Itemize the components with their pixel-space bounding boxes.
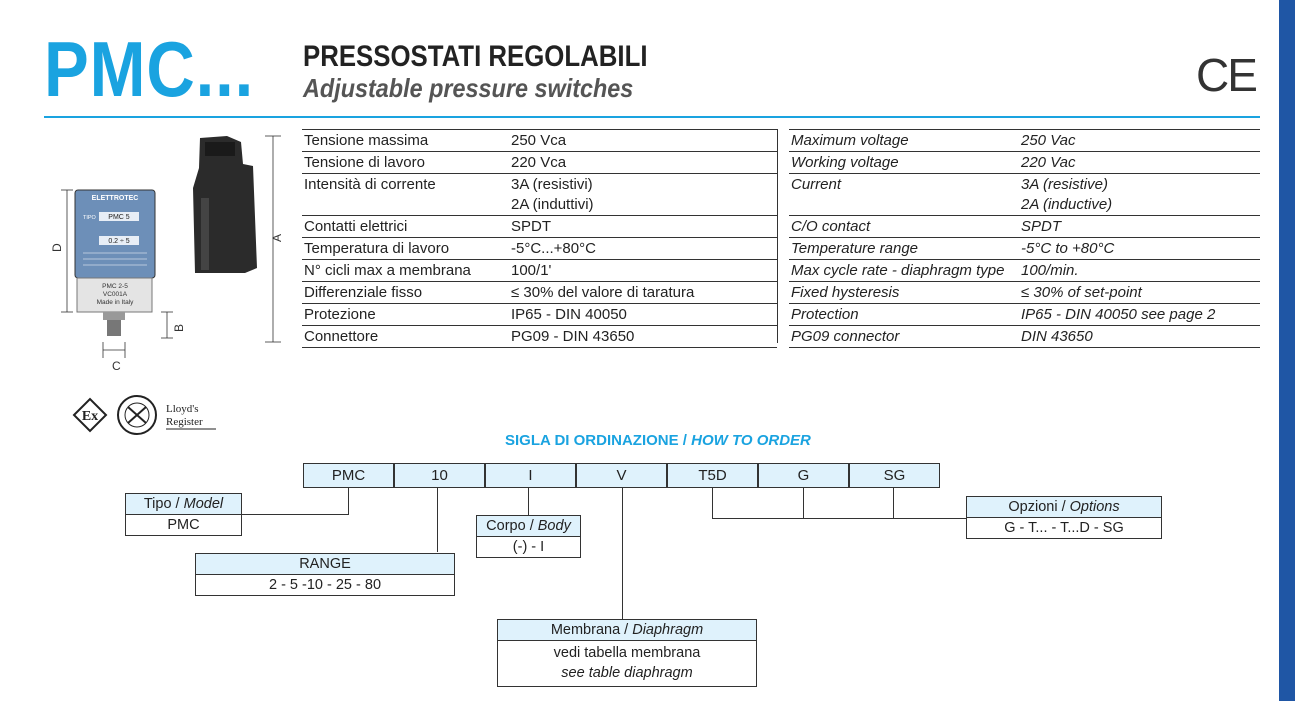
specs-it-value: 3A (resistivi) 2A (induttivi) (509, 174, 777, 216)
specs-it-value: ≤ 30% del valore di taratura (509, 282, 777, 304)
legend-range: RANGE 2 - 5 -10 - 25 - 80 (195, 553, 455, 596)
specs-en-row (789, 216, 1260, 238)
header-divider (44, 116, 1260, 118)
specs-en-label: PG09 connector (789, 326, 1019, 348)
specs-it-row (302, 326, 777, 348)
specs-en-row (789, 152, 1260, 174)
connector-model (348, 488, 349, 514)
threaded-fitting (107, 320, 121, 336)
svg-text:Register: Register (166, 416, 203, 428)
connector-options (712, 488, 713, 518)
page-title-italian: PRESSOSTATI REGOLABILI (303, 40, 648, 73)
specs-en-label: Fixed hysteresis (789, 282, 1019, 304)
code-segment-diaphragm: V (576, 463, 667, 488)
specs-en-row (789, 326, 1260, 348)
connector-cap (205, 142, 235, 156)
specs-it-row (302, 260, 777, 282)
specs-en-value: ≤ 30% of set-point (1019, 282, 1260, 304)
specs-it-label: Differenziale fisso (302, 282, 509, 304)
specs-it-value: IP65 - DIN 40050 (509, 304, 777, 326)
connector-range (437, 488, 438, 552)
specs-en-label: Protection (789, 304, 1019, 326)
made-in-label: Made in Italy (96, 299, 134, 306)
atex-ex-text: Ex (81, 409, 99, 424)
code-segment-option-g: G (758, 463, 849, 488)
specs-it-label: Tensione massima (302, 130, 509, 152)
specs-en-label: Working voltage (789, 152, 1019, 174)
legend-body: Corpo / Body (-) - I (476, 515, 581, 558)
legend-options: Opzioni / Options G - T... - T...D - SG (966, 496, 1162, 539)
table-separator (777, 129, 778, 343)
specs-it-value: 100/1' (509, 260, 777, 282)
specs-it-row (302, 174, 777, 216)
specs-en-label: Current (789, 174, 1019, 216)
specs-it-row (302, 304, 777, 326)
specs-en-value: 220 Vac (1019, 152, 1260, 174)
model-label: PMC 5 (108, 214, 130, 221)
specs-it-row (302, 238, 777, 260)
code-segment-option-t5d: T5D (667, 463, 758, 488)
specs-it-label: N° cicli max a membrana (302, 260, 509, 282)
lower-label-2: VC001A (102, 291, 128, 298)
legend-model: Tipo / Model PMC (125, 493, 242, 536)
specs-it-value: PG09 - DIN 43650 (509, 326, 777, 348)
order-section-title: SIGLA DI ORDINAZIONE / HOW TO ORDER (505, 432, 811, 449)
specs-en-label: Temperature range (789, 238, 1019, 260)
model-title: PMC... (44, 25, 255, 113)
hex-nut (103, 312, 125, 320)
code-segment-option-sg: SG (849, 463, 940, 488)
specs-en-value: -5°C to +80°C (1019, 238, 1260, 260)
spec-table-italian (302, 129, 777, 348)
specs-it-label: Contatti elettrici (302, 216, 509, 238)
certification-logos (70, 393, 220, 438)
side-color-bar (1279, 0, 1295, 701)
spec-table-english (789, 129, 1260, 348)
dim-d-label: D (50, 243, 64, 252)
specs-en-value: DIN 43650 (1019, 326, 1260, 348)
specs-en-value: 100/min. (1019, 260, 1260, 282)
specs-en-value: 3A (resistive) 2A (inductive) (1019, 174, 1260, 216)
specs-it-label: Protezione (302, 304, 509, 326)
specs-it-value: -5°C...+80°C (509, 238, 777, 260)
legend-diaphragm: Membrana / Diaphragm vedi tabella membrana see table diaphragm (497, 619, 757, 687)
specs-en-row (789, 260, 1260, 282)
specs-it-row (302, 216, 777, 238)
code-segment-range: 10 (394, 463, 485, 488)
specs-it-value: SPDT (509, 216, 777, 238)
specs-en-row (789, 304, 1260, 326)
specs-en-value: 250 Vac (1019, 130, 1260, 152)
specs-en-row (789, 282, 1260, 304)
dim-a-label: A (270, 233, 284, 242)
specs-it-value: 220 Vca (509, 152, 777, 174)
product-drawing (45, 128, 290, 378)
specs-it-label: Temperatura di lavoro (302, 238, 509, 260)
specs-en-value: SPDT (1019, 216, 1260, 238)
lower-label: PMC 2-5 (102, 283, 128, 290)
specs-en-label: Maximum voltage (789, 130, 1019, 152)
specs-it-label: Tensione di lavoro (302, 152, 509, 174)
specs-it-row (302, 152, 777, 174)
brand-label: ELETTROTEC (91, 195, 139, 202)
lloyds-register-icon: Lloyd's (166, 403, 199, 415)
specs-it-value: 250 Vca (509, 130, 777, 152)
specs-en-label: Max cycle rate - diaphragm type (789, 260, 1019, 282)
specs-it-row (302, 130, 777, 152)
specs-en-row (789, 238, 1260, 260)
page-title-english: Adjustable pressure switches (303, 73, 634, 103)
dim-b-label: B (172, 323, 186, 332)
tipo-label: TIPO (83, 215, 96, 221)
ce-mark-logo: CE (1196, 49, 1256, 101)
range-label: 0.2 ÷ 5 (108, 238, 130, 245)
code-segment-body: I (485, 463, 576, 488)
connector-diaphragm (622, 488, 623, 620)
specs-it-row (302, 282, 777, 304)
specs-en-row (789, 130, 1260, 152)
specs-en-label: C/O contact (789, 216, 1019, 238)
specs-it-label: Connettore (302, 326, 509, 348)
specs-en-value: IP65 - DIN 40050 see page 2 (1019, 304, 1260, 326)
specs-it-label: Intensità di corrente (302, 174, 509, 216)
code-segment-model: PMC (303, 463, 394, 488)
dim-c-label: C (112, 359, 121, 373)
specs-en-row (789, 174, 1260, 216)
connector-body (528, 488, 529, 515)
connector-rib (201, 198, 209, 270)
